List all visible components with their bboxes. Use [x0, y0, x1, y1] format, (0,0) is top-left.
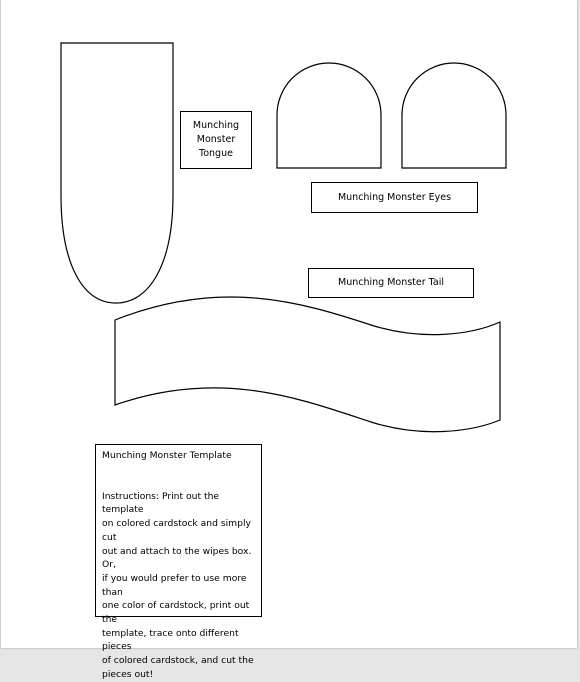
instructions-text: Instructions: Print out the template on colored cardstock and simply cut out and attach to the wipes box. Or, if you would prefer to use more than one color of cardstock, print out the template, trace onto different pieces of colored cardstock, and cut the pieces out! — [102, 490, 254, 680]
eye-left-shape — [277, 63, 381, 168]
instructions-title: Munching Monster Template — [102, 450, 232, 461]
eyes-label: Munching Monster Eyes — [311, 182, 478, 213]
template-page — [1, 0, 577, 680]
tongue-shape — [61, 43, 173, 303]
tail-label: Munching Monster Tail — [308, 268, 474, 298]
template-shapes — [1, 0, 577, 648]
eye-right-shape — [402, 63, 506, 168]
tail-shape — [115, 297, 500, 432]
instructions-box — [95, 444, 262, 680]
tongue-label: Munching Monster Tongue — [180, 111, 252, 169]
